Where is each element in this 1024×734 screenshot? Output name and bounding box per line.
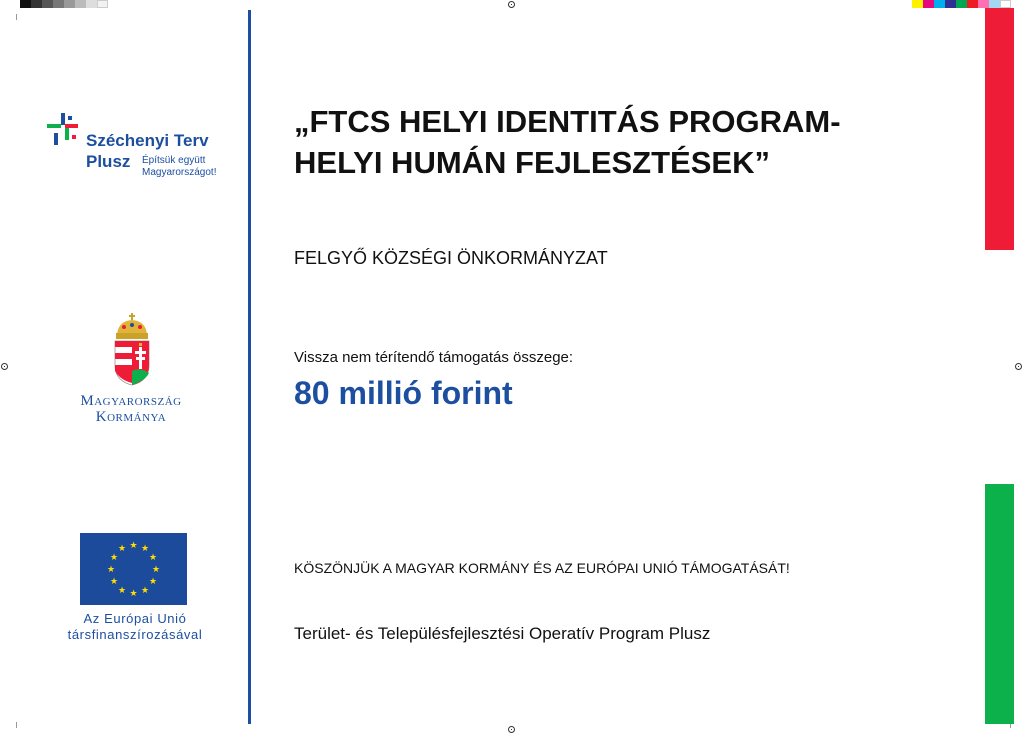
- beneficiary-name: FELGYŐ KÖZSÉGI ÖNKORMÁNYZAT: [294, 248, 608, 268]
- szechenyi-tagline: [142, 155, 216, 179]
- svg-text:★: ★: [151, 565, 161, 575]
- svg-text:★: ★: [117, 586, 127, 596]
- project-title-line1: „FTCS HELYI IDENTITÁS PROGRAM-: [294, 104, 841, 139]
- green-stripe: [985, 484, 1014, 724]
- eu-line1: Az Európai Unió: [83, 611, 187, 626]
- registration-mark-right: [1015, 363, 1022, 370]
- crop-mark: [16, 14, 17, 20]
- vertical-divider: [248, 10, 251, 724]
- svg-text:★: ★: [109, 553, 119, 563]
- greyscale-calibration-strip: [20, 0, 108, 8]
- szechenyi-title: Széchenyi Terv: [86, 131, 209, 150]
- grant-amount: 80 millió forint: [294, 375, 513, 411]
- svg-text:★: ★: [117, 544, 127, 554]
- szechenyi-tagline-line2: Magyarországot!: [142, 167, 217, 178]
- svg-text:★: ★: [148, 553, 158, 563]
- szechenyi-plus: Plusz: [86, 152, 131, 171]
- project-title: [294, 101, 841, 183]
- thanks-statement: KÖSZÖNJÜK A MAGYAR KORMÁNY ÉS AZ EURÓPAI UNIÓ TÁMOGATÁSÁT!: [294, 560, 790, 576]
- svg-text:★: ★: [109, 577, 119, 587]
- crop-mark: [16, 722, 17, 728]
- government-line1: Magyarország: [80, 393, 182, 409]
- svg-text:★: ★: [129, 541, 138, 551]
- eu-logo-text: [50, 611, 220, 643]
- government-logo-text: [50, 393, 212, 425]
- eu-flag-icon: [80, 533, 187, 605]
- registration-mark-bottom: [508, 726, 515, 733]
- red-stripe: [985, 8, 1014, 250]
- svg-text:★: ★: [140, 586, 150, 596]
- szechenyi-logo-text: [86, 132, 226, 182]
- szechenyi-tagline-line1: Építsük együtt: [142, 155, 206, 166]
- operative-program-name: Terület- és Településfejlesztési Operatív Program Plusz: [294, 624, 711, 643]
- hungarian-coat-of-arms-icon: [112, 313, 152, 387]
- szechenyi-terv-plus-icon: [44, 111, 86, 155]
- svg-text:★: ★: [148, 577, 158, 587]
- eu-line2: társfinanszírozásával: [67, 627, 203, 642]
- svg-text:★: ★: [129, 589, 138, 599]
- color-calibration-strip: [912, 0, 1011, 8]
- grant-amount-label: Vissza nem térítendő támogatás összege:: [294, 349, 574, 366]
- project-title-line2: HELYI HUMÁN FEJLESZTÉSEK”: [294, 145, 770, 180]
- svg-text:★: ★: [140, 544, 150, 554]
- svg-text:★: ★: [106, 565, 116, 575]
- registration-mark-left: [1, 363, 8, 370]
- government-line2: Kormánya: [95, 409, 167, 425]
- registration-mark-top: [508, 1, 515, 8]
